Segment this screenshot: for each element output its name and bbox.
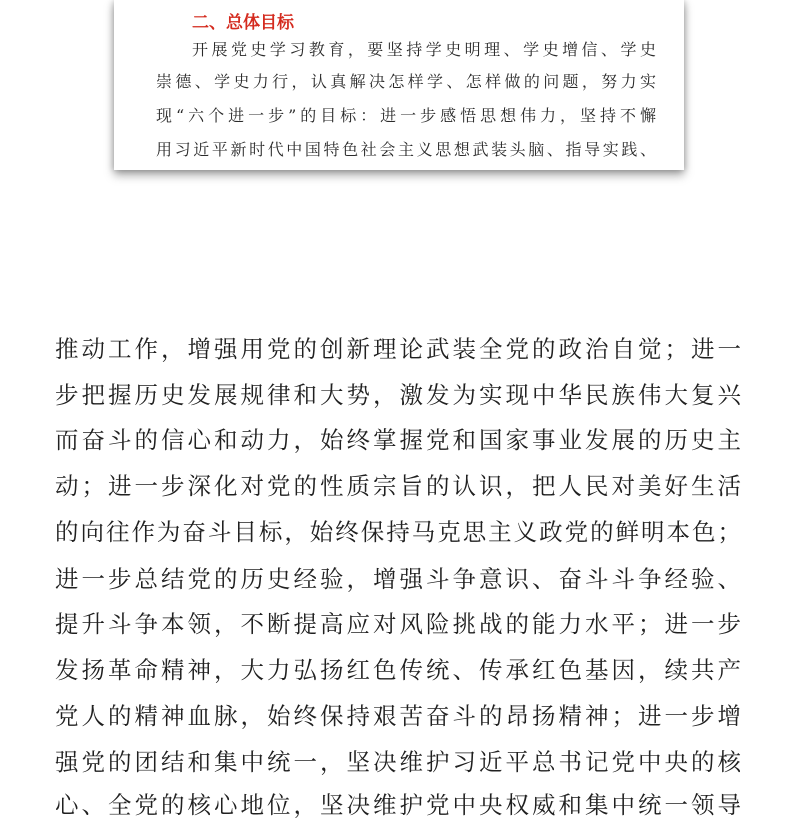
body-text-line: 推动工作，增强用党的创新理论武装全党的政治自觉；进一 <box>55 335 741 363</box>
body-text-line: 发扬革命精神，大力弘扬红色传统、传承红色基因，续共产 <box>55 656 741 684</box>
card-text-line: 现“六个进一步”的目标：进一步感悟思想伟力，坚持不懈 <box>156 106 656 125</box>
body-text-line: 动；进一步深化对党的性质宗旨的认识，把人民对美好生活 <box>55 472 741 500</box>
card-text-line: 崇德、学史力行，认真解决怎样学、怎样做的问题，努力实 <box>156 72 656 91</box>
body-text-line: 强党的团结和集中统一，坚决维护习近平总书记党中央的核 <box>55 748 741 776</box>
body-text-line: 党人的精神血脉，始终保持艰苦奋斗的昂扬精神；进一步增 <box>55 702 741 730</box>
body-text-line: 而奋斗的信心和动力，始终掌握党和国家事业发展的历史主 <box>55 426 741 454</box>
card-text-line: 开展党史学习教育，要坚持学史明理、学史增信、学史 <box>192 40 656 59</box>
document-excerpt-card <box>114 0 684 170</box>
body-text-line: 提升斗争本领，不断提高应对风险挑战的能力水平；进一步 <box>55 610 741 638</box>
body-text-line: 进一步总结党的历史经验，增强斗争意识、奋斗斗争经验、 <box>55 565 741 593</box>
body-text-line: 心、全党的核心地位，坚决维护党中央权威和集中统一领导 <box>55 791 741 819</box>
body-text-line: 的向往作为奋斗目标，始终保持马克思主义政党的鲜明本色； <box>55 518 741 546</box>
body-text-line: 步把握历史发展规律和大势，激发为实现中华民族伟大复兴 <box>55 381 741 409</box>
card-text-line: 用习近平新时代中国特色社会主义思想武装头脑、指导实践、 <box>156 140 656 159</box>
section-heading: 二、总体目标 <box>192 13 294 33</box>
